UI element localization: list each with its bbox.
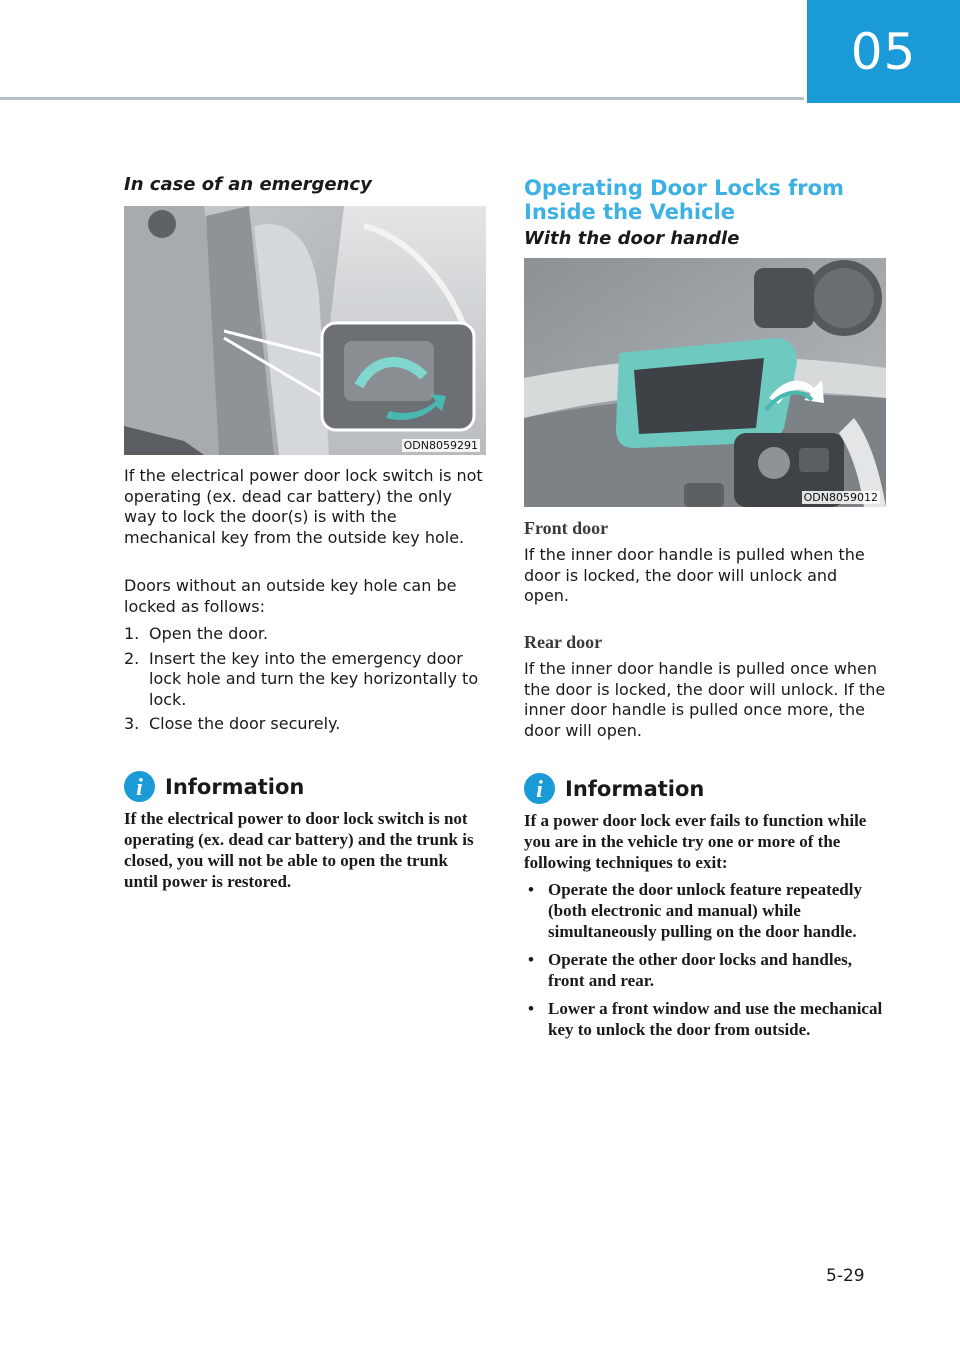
list-item [124,649,486,711]
list-item [524,949,886,991]
bullet-text: Operate the door unlock feature repeatedly (both electronic and manual) while simultaneously pulling on the door handle. [548,880,862,941]
chapter-number: 05 [850,22,917,81]
info-box-header [124,771,304,802]
info-box-header [524,773,704,804]
figure-code: ODN8059012 [803,491,878,504]
step-number: 1. [124,624,140,643]
bullet-text: Operate the other door locks and handles, front and rear. [548,950,852,990]
front-door-text: If the inner door handle is pulled when the door is locked, the door will unlock and open. [524,545,865,605]
lock-steps-list [124,620,486,735]
list-item [124,624,486,645]
section-title-line-1: Operating Door Locks from [524,176,844,200]
bullet-text: Lower a front window and use the mechanical key to unlock the door from outside. [548,999,883,1039]
list-item [524,879,886,942]
page-number: 5-29 [826,1266,865,1286]
door-handle-heading: With the door handle [524,228,740,249]
step-number: 3. [124,714,140,733]
emergency-paragraph-1: If the electrical power door lock switch is not operating (ex. dead car battery) the only way to lock the door(s) is with the mechanical key from the outside key hole. [124,466,483,547]
step-number: 2. [124,648,140,668]
bullet-icon: • [528,880,534,899]
figure-code: ODN8059291 [403,439,478,452]
emergency-heading: In case of an emergency [124,174,372,195]
info-title: Information [165,774,305,799]
rear-door-heading: Rear door [524,632,603,652]
info-title: Information [565,776,705,801]
step-text: Open the door. [149,624,269,643]
car-door-illustration [124,206,486,455]
step-text: Insert the key into the emergency door lock hole and turn the key horizontally to lock. [149,648,479,709]
bullet-icon: • [528,999,534,1018]
svg-text:i: i [536,777,543,803]
list-item [124,714,486,735]
bullet-icon: • [528,950,534,969]
info-icon [524,773,555,804]
exit-techniques-list [524,872,886,1040]
info-icon [124,771,155,802]
section-title-line-2: Inside the Vehicle [524,200,735,224]
step-text: Close the door securely. [149,714,341,733]
svg-text:i: i [136,775,143,801]
rear-door-text: If the inner door handle is pulled once when the door is locked, the door will unlock. If the inner door handle is pulled once more, the door will open. [524,659,886,740]
section-title [524,176,886,224]
header-rule [0,97,804,100]
door-handle-illustration [524,258,886,507]
front-door-heading: Front door [524,518,609,538]
info-text: If the electrical power to door lock switch is not operating (ex. dead car battery) and the trunk is closed, you will not be able to open the trunk until power is restored. [124,809,474,891]
door-handle-figure [524,258,886,507]
chapter-tab [807,0,960,103]
emergency-lock-figure [124,206,486,455]
info-intro: If a power door lock ever fails to function while you are in the vehicle try one or more of the following techniques to exit: [524,811,867,872]
emergency-paragraph-2: Doors without an outside key hole can be locked as follows: [124,576,457,616]
list-item [524,998,886,1040]
